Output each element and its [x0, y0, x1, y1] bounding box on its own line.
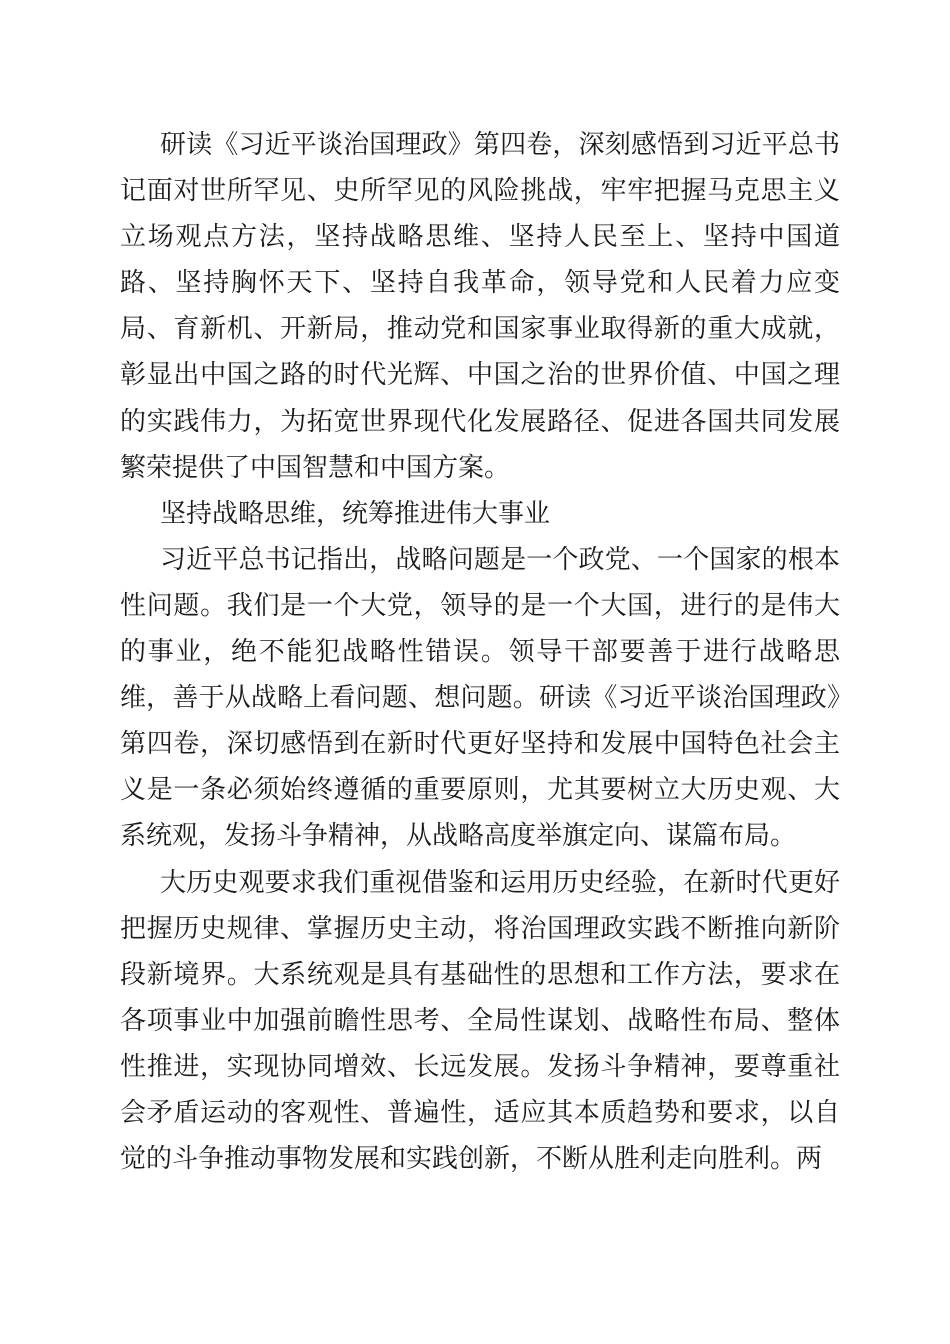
intro-paragraph: 研读《习近平谈治国理政》第四卷，深刻感悟到习近平总书记面对世所罕见、史所罕见的风险挑战，牢牢把握马克思主义立场观点方法，坚持战略思维、坚持人民至上、坚持中国道路、坚持胸怀天下、坚持自我革命，领导党和人民着力应变局、育新机、开新局，推动党和国家事业取得新的重大成就，彰显出中国之路的时代光辉、中国之治的世界价值、中国之理的实践伟力，为拓宽世界现代化发展路径、促进各国共同发展繁荣提供了中国智慧和中国方案。: [120, 130, 840, 483]
document-page: [120, 122, 840, 1182]
body-paragraph: 大历史观要求我们重视借鉴和运用历史经验，在新时代更好把握历史规律、掌握历史主动，将治国理政实践不断推向新阶段新境界。大系统观是具有基础性的思想和工作方法，要求在各项事业中加强前瞻性思考、全局性谋划、战略性布局、整体性推进，实现协同增效、长远发展。发扬斗争精神，要尊重社会矛盾运动的客观性、普遍性，适应其本质趋势和要求，以自觉的斗争推动事物发展和实践创新，不断从胜利走向胜利。两: [120, 867, 840, 1175]
section-heading: 坚持战略思维，统筹推进伟大事业: [160, 498, 551, 529]
body-paragraph: 习近平总书记指出，战略问题是一个政党、一个国家的根本性问题。我们是一个大党，领导的是一个大国，进行的是伟大的事业，绝不能犯战略性错误。领导干部要善于进行战略思维，善于从战略上看问题、想问题。研读《习近平谈治国理政》第四卷，深切感悟到在新时代更好坚持和发展中国特色社会主义是一条必须始终遵循的重要原则，尤其要树立大历史观、大系统观，发扬斗争精神，从战略高度举旗定向、谋篇布局。: [120, 544, 840, 852]
